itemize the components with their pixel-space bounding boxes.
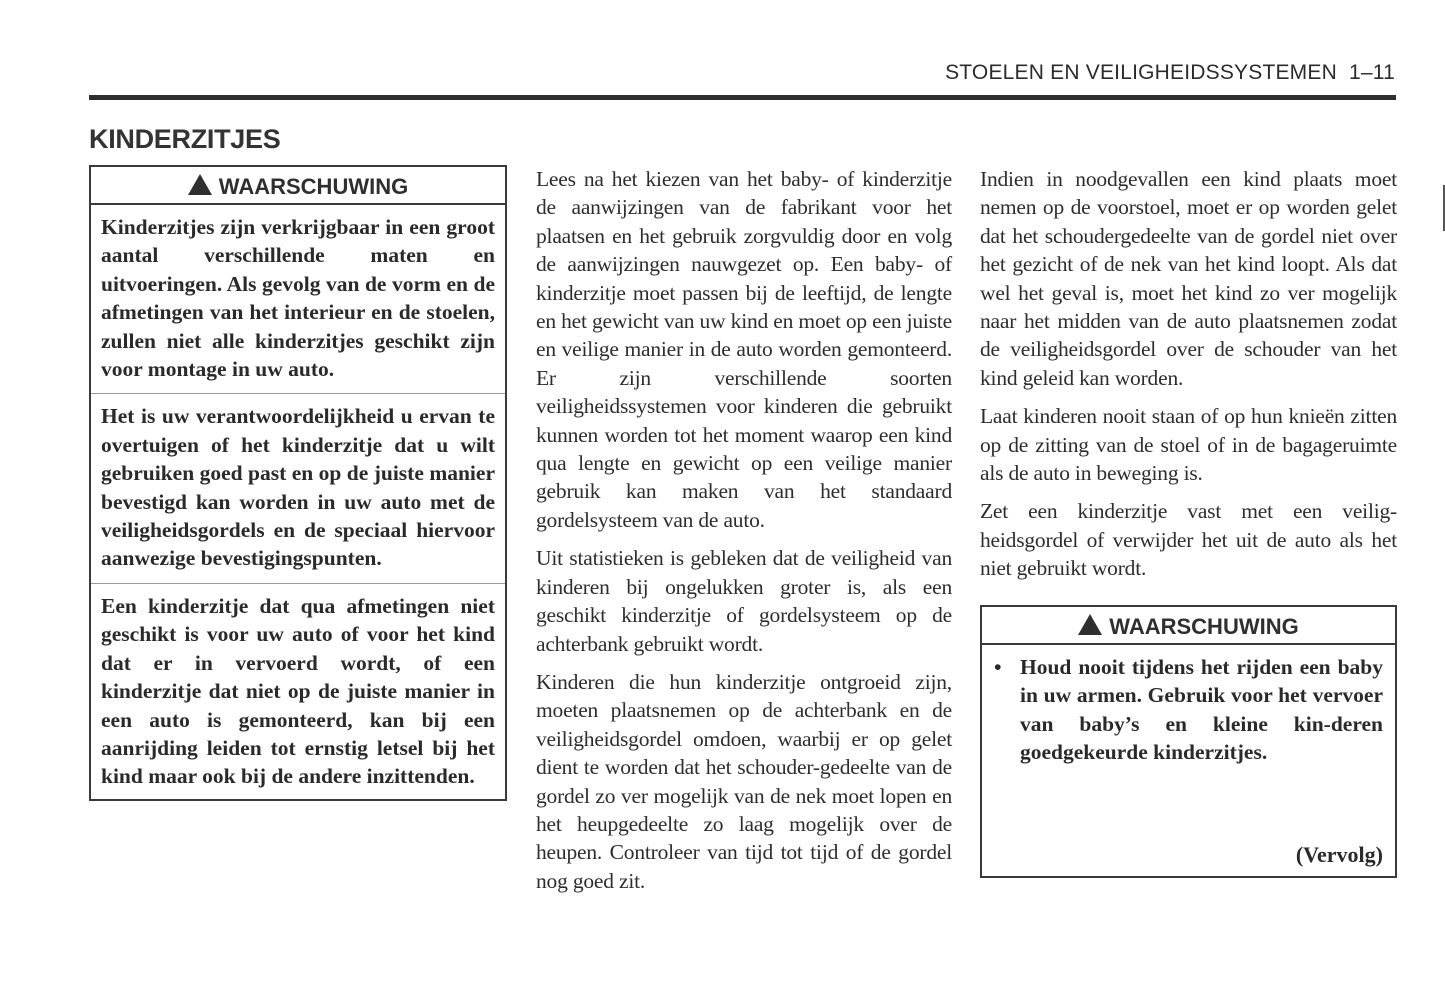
warning-body (91, 205, 505, 799)
warning-paragraph: Een kinderzitje dat qua afmetingen niet geschikt is voor uw auto of voor het kind dat er in vervoerd wordt, of een kinderzitje dat niet op de juiste manier in een auto is gemonteerd, kan bij een aanrijding leiden tot ernstig letsel bij het kind maar ook bij de andere inzittenden. (101, 593, 495, 789)
body-paragraph: Laat kinderen nooit staan of op hun knieën zitten op de zitting van de stoel of in de bagageruimte als de auto in beweging is. (980, 404, 1397, 486)
body-paragraph: Zet een kinderzitje vast met een veilig-heidsgordel of verwijder het uit de auto als het niet gebruikt wordt. (980, 499, 1397, 581)
warning-list-item (992, 653, 1383, 771)
warning-title: WAARSCHUWING (218, 174, 409, 199)
warning-header (91, 167, 505, 205)
bullet-icon: • (994, 654, 1002, 679)
warning-body (982, 645, 1395, 877)
page-number: 1–11 (1349, 61, 1395, 84)
column-2 (536, 165, 952, 905)
warning-title: WAARSCHUWING (1109, 613, 1299, 639)
warning-triangle-icon (188, 174, 212, 195)
divider (91, 393, 505, 394)
warning-box (980, 605, 1397, 879)
body-paragraph: Kinderen die hun kinderzitje ontgroeid zijn, moeten plaatsnemen op de achterbank en de veiligheidsgordel omdoen, waarbij er op gelet dient te worden dat het schouder-gedeelte van de gordel zo ver mogelijk van de nek moet lopen en het heupgedeelte zo laag mogelijk over de heupen. Controleer van tijd tot tijd of de gordel nog goed zit. (536, 669, 952, 893)
body-paragraph: Uit statistieken is gebleken dat de veiligheid van kinderen bij ongelukken groter is, als een geschikt kinderzitje of gordelsysteem op de achterbank gebruikt wordt. (536, 546, 952, 656)
continued-label: (Vervolg) (1295, 842, 1383, 868)
column-3 (980, 165, 1397, 878)
warning-paragraph: Het is uw verantwoordelijkheid u ervan te overtuigen of het kinderzitje dat u wilt gebruiken goed past en op de juiste manier bevestigd kan worden in uw auto met de veiligheidsgordels en de speciaal hiervoor aanwezige bevestigingspunten. (101, 404, 495, 571)
running-header (945, 61, 1395, 85)
body-paragraph: Indien in noodgevallen een kind plaats moet nemen op de voorstoel, moet er op worden gelet dat het schoudergedeelte van de gordel niet over het gezicht of de nek van het kind loopt. Als dat wel het geval is, moet het kind zo ver mogelijk naar het midden van de auto plaatsnemen zodat de veiligheidsgordel over de schouder van het kind geleid kan worden. (980, 167, 1397, 390)
warning-item-text: Houd nooit tijdens het rijden een baby in uw armen. Gebruik voor het vervoer van baby’s en kleine kin-deren goedgekeurde kinderzitjes. (1020, 654, 1383, 764)
divider (91, 583, 505, 584)
header-rule (89, 95, 1396, 100)
warning-box (89, 165, 507, 801)
column-1 (89, 165, 507, 801)
warning-paragraph: Kinderzitjes zijn verkrijgbaar in een groot aantal verschillende maten en uitvoeringen. Als gevolg van de vorm en de afmetingen van het interieur en de stoelen, zullen niet alle kinderzitjes geschikt zijn voor montage in uw auto. (101, 215, 495, 382)
body-paragraph: Lees na het kiezen van het baby- of kinderzitje de aanwijzingen van de fabrikant voor het plaatsen en het gebruik zorgvuldig door en volg de aanwijzingen nauwgezet op. Een baby- of kinderzitje moet passen bij de leeftijd, de lengte en het gewicht van uw kind en moet op een juiste en veilige manier in de auto worden gemonteerd. Er zijn verschillende soorten veiligheidssystemen voor kinderen die gebruikt kunnen worden tot het moment waarop een kind qua lengte en gewicht op een veilige manier gebruik kan maken van het standaard gordelsysteem van de auto. (536, 167, 952, 532)
warning-triangle-icon (1078, 614, 1102, 635)
running-title: STOELEN EN VEILIGHEIDSSYSTEMEN (945, 61, 1337, 84)
section-title: KINDERZITJES (89, 124, 281, 154)
warning-header (982, 607, 1395, 645)
